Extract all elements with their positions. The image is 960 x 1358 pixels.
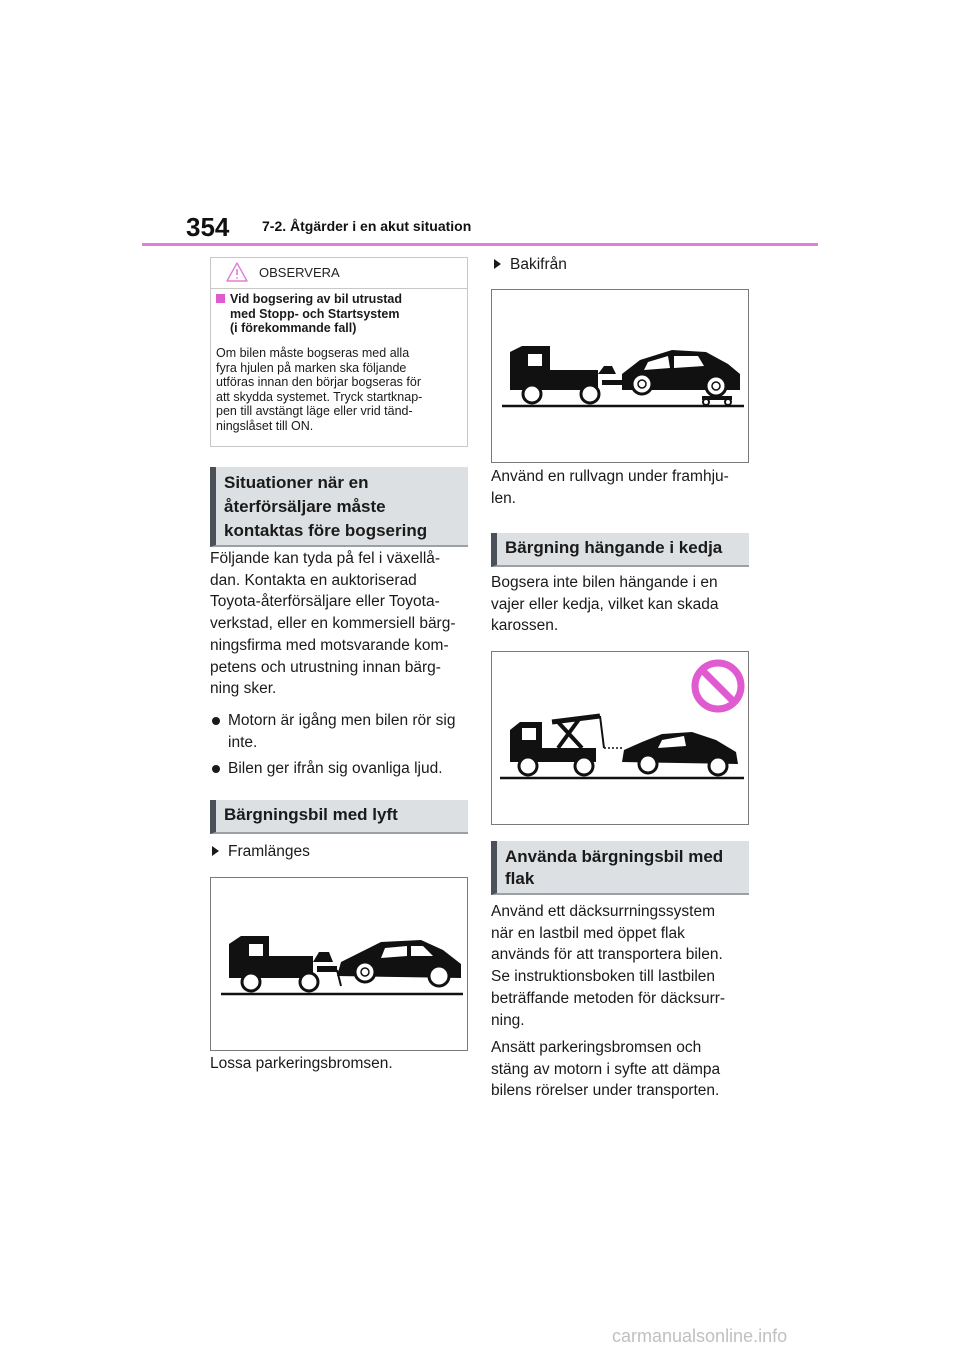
figure-forward-tow (210, 877, 468, 1051)
figure-chain-tow-prohibited (491, 651, 749, 825)
header-rule (142, 243, 818, 246)
caption-dolly: Använd en rullvagn under framhju- len. (491, 468, 729, 507)
transmission-fault-paragraph: Följande kan tyda på fel i växellå- dan. Kontakta en auktoriserad Toyota-återförsäljare eller Toyota- verkstad, eller en kommersiell bärg- ningsfirma med motsvarande kom- petens och utrustning innan bärg- ning sker. (210, 550, 456, 698)
page-number: 354 (186, 212, 230, 242)
triangle-bullet-icon (494, 259, 501, 269)
chain-tow-paragraph: Bogsera inte bilen hängande i en vajer eller kedja, vilket kan skada karossen. (491, 574, 719, 635)
tow-truck-forward-illustration (211, 878, 467, 1050)
notice-title: OBSERVERA (259, 265, 340, 280)
caption-parking-brake: Lossa parkeringsbromsen. (210, 1055, 393, 1072)
heading-chain-tow: Bärgning hängande i kedja (491, 533, 749, 567)
heading-tow-truck-lift: Bärgningsbil med lyft (210, 800, 468, 834)
triangle-bullet-icon (212, 846, 219, 856)
notice-text: Om bilen måste bogseras med alla fyra hjulen på marken ska följande utföras innan den börjar bogseras för att skydda systemet. Tryck startknap- pen till avstängt läge eller vrid tänd- ningslåset till ON. (216, 346, 423, 433)
label-rear: Bakifrån (494, 254, 567, 276)
warning-triangle-icon (225, 261, 249, 283)
flatbed-paragraph: Använd ett däcksurrningssystem när en lastbil med öppet flak används för att transportera bilen. Se instruktionsboken till lastbilen beträffande metoden för däcksurr- ning. (491, 903, 726, 1029)
heading-dealer-contact: Situationer när en återförsäljare måste kontaktas före bogsering (210, 467, 468, 547)
parking-brake-paragraph: Ansätt parkeringsbromsen och stäng av motorn i syfte att dämpa bilens rörelser under transporten. (491, 1039, 721, 1100)
notice-box (210, 257, 468, 447)
chain-tow-illustration (492, 652, 748, 824)
notice-subheading: Vid bogsering av bil utrustad med Stopp- och Startsystem (i förekommande fall) (216, 292, 462, 336)
notice-header (211, 258, 467, 289)
heading-flatbed: Använda bärgningsbil med flak (491, 841, 749, 895)
label-forward: Framlänges (212, 841, 310, 863)
watermark: carmanualsonline.info (612, 1326, 788, 1346)
bullet-unusual-noise: Bilen ger ifrån sig ovanliga ljud. (212, 758, 470, 780)
square-bullet-icon (216, 294, 225, 303)
tow-truck-rear-illustration (492, 290, 748, 462)
section-title: 7-2. Åtgärder i en akut situation (262, 218, 472, 234)
figure-rear-tow (491, 289, 749, 463)
bullet-dot-icon (212, 717, 220, 725)
bullet-dot-icon (212, 765, 220, 773)
bullet-engine-running: Motorn är igång men bilen rör sig inte. (212, 710, 470, 753)
